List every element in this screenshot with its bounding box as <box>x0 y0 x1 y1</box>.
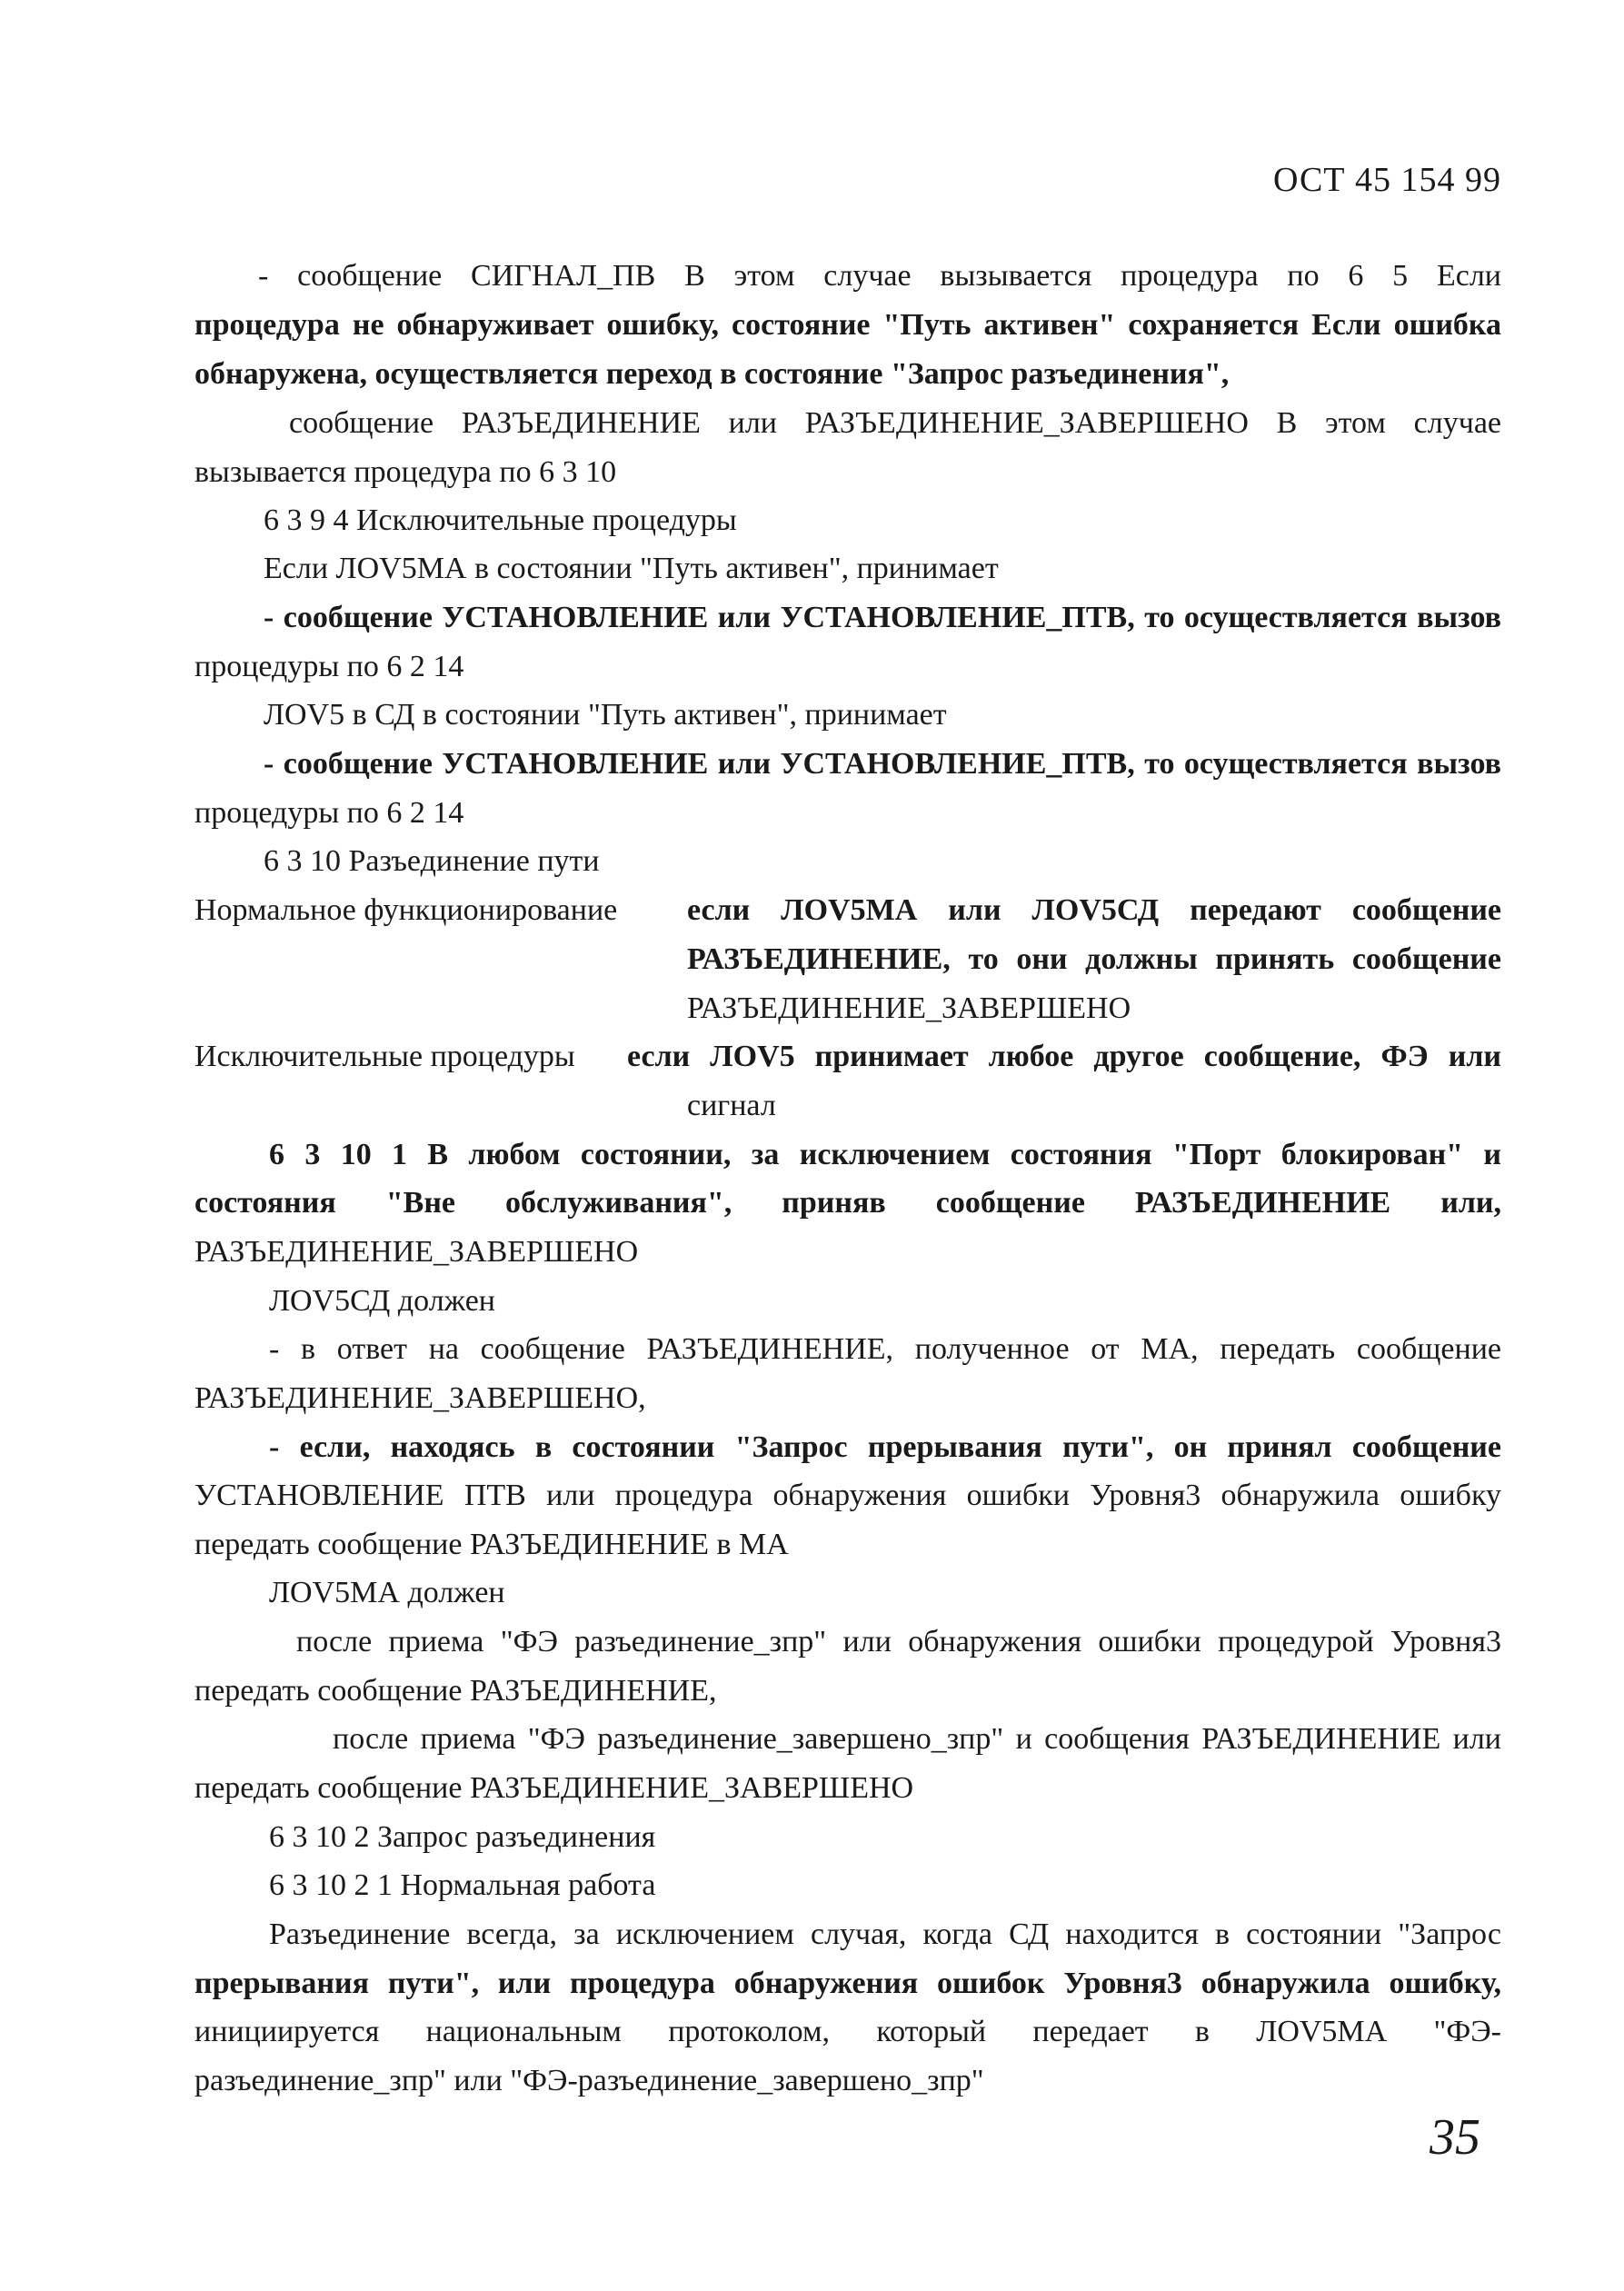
document-code: ОСТ 45 154 99 <box>1273 161 1501 199</box>
text-line: ЛОV5 в СД в состоянии "Путь активен", принимает <box>264 698 947 732</box>
text-line: после приема "ФЭ разъединение_зпр" или обнаружения ошибки процедурой Уровня3 <box>296 1625 1501 1658</box>
text-line: состояния "Вне обслуживания", приняв сообщение РАЗЪЕДИНЕНИЕ или, <box>194 1186 1501 1220</box>
section-heading: 6 3 9 4 Исключительные процедуры <box>264 503 737 537</box>
text-line: сообщение РАЗЪЕДИНЕНИЕ или РАЗЪЕДИНЕНИЕ_ЗАВЕРШЕНО В этом случае <box>289 406 1501 440</box>
text-line: ЛОV5СД должен <box>269 1284 495 1318</box>
text-line: прерывания пути", или процедура обнаружения ошибок Уровня3 обнаружила ошибку, <box>194 1967 1501 2000</box>
text-line: - сообщение СИГНАЛ_ПВ В этом случае вызывается процедура по 6 5 Если <box>258 259 1501 293</box>
section-heading: 6 3 10 Разъединение пути <box>264 844 600 878</box>
text-line: процедура не обнаруживает ошибку, состояние "Путь активен" сохраняется Если ошибка <box>194 308 1501 342</box>
term-label: Нормальное функционирование <box>194 893 618 927</box>
text-line: - в ответ на сообщение РАЗЪЕДИНЕНИЕ, полученное от МА, передать сообщение <box>269 1332 1501 1366</box>
text-line: УСТАНОВЛЕНИЕ ПТВ или процедура обнаружения ошибки Уровня3 обнаружила ошибку <box>194 1479 1501 1512</box>
text-line: процедуры по 6 2 14 <box>194 796 464 830</box>
text-line: Если ЛОV5МА в состоянии "Путь активен", принимает <box>264 552 999 585</box>
text-line: - если, находясь в состоянии "Запрос прерывания пути", он принял сообщение <box>269 1430 1501 1464</box>
text-line: - сообщение УСТАНОВЛЕНИЕ или УСТАНОВЛЕНИЕ_ПТВ, то осуществляется вызов <box>264 747 1501 781</box>
text-line: инициируется национальным протоколом, который передает в ЛОV5МА "ФЭ- <box>194 2015 1501 2048</box>
page-number: 35 <box>1430 2109 1480 2166</box>
text-line: вызывается процедура по 6 3 10 <box>194 455 617 489</box>
text-line: - сообщение УСТАНОВЛЕНИЕ или УСТАНОВЛЕНИЕ_ПТВ, то осуществляется вызов <box>264 601 1501 634</box>
section-heading: 6 3 10 2 1 Нормальная работа <box>269 1868 656 1902</box>
text-line: 6 3 10 1 В любом состоянии, за исключением состояния "Порт блокирован" и <box>269 1138 1501 1171</box>
text-line: РАЗЪЕДИНЕНИЕ_ЗАВЕРШЕНО <box>194 1235 639 1269</box>
section-heading: 6 3 10 2 Запрос разъединения <box>269 1820 656 1854</box>
text-line: передать сообщение РАЗЪЕДИНЕНИЕ в МА <box>194 1528 789 1561</box>
text-line: разъединение_зпр" или "ФЭ-разъединение_завершено_зпр" <box>194 2064 984 2097</box>
text-line: РАЗЪЕДИНЕНИЕ_ЗАВЕРШЕНО, <box>194 1381 646 1415</box>
term-definition: РАЗЪЕДИНЕНИЕ_ЗАВЕРШЕНО <box>687 991 1131 1025</box>
text-line: обнаружена, осуществляется переход в состояние "Запрос разъединения", <box>194 357 1230 391</box>
term-definition: РАЗЪЕДИНЕНИЕ, то они должны принять сообщение <box>687 942 1501 976</box>
text-line: передать сообщение РАЗЪЕДИНЕНИЕ, <box>194 1674 717 1708</box>
text-line: передать сообщение РАЗЪЕДИНЕНИЕ_ЗАВЕРШЕНО <box>194 1771 914 1805</box>
term-definition: если ЛОV5 принимает любое другое сообщение, ФЭ или <box>627 1040 1501 1073</box>
term-definition: если ЛОV5МА или ЛОV5СД передают сообщение <box>687 893 1501 927</box>
text-line: ЛОV5МА должен <box>269 1576 505 1609</box>
text-line: после приема "ФЭ разъединение_завершено_зпр" и сообщения РАЗЪЕДИНЕНИЕ или <box>333 1722 1501 1756</box>
text-line: Разъединение всегда, за исключением случая, когда СД находится в состоянии "Запрос <box>269 1917 1501 1951</box>
term-definition: сигнал <box>687 1089 776 1122</box>
text-line: процедуры по 6 2 14 <box>194 650 464 683</box>
term-label: Исключительные процедуры <box>194 1040 575 1073</box>
